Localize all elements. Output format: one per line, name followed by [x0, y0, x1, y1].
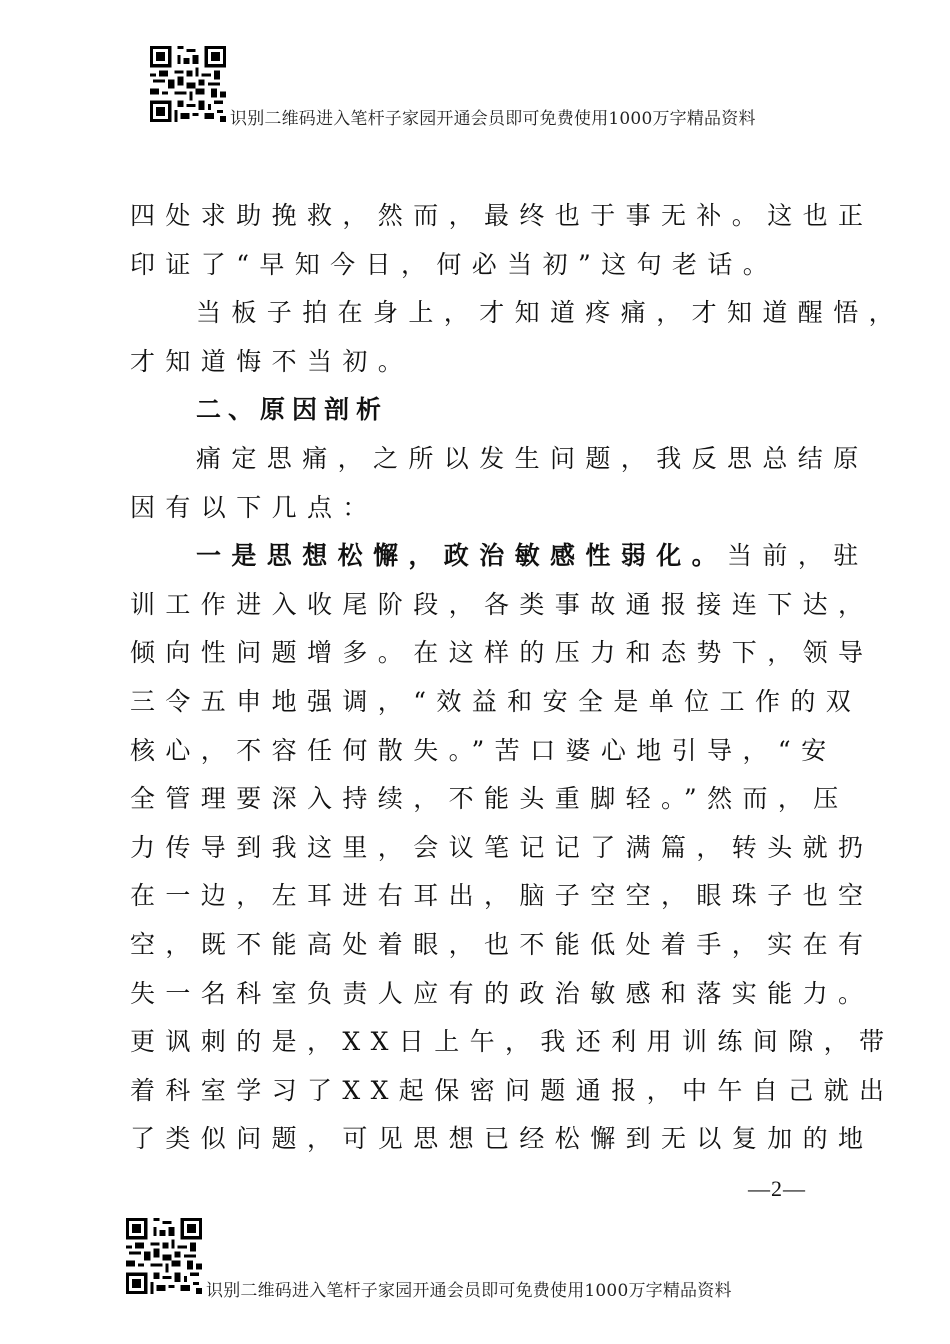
- promo-banner-text: 识别二维码进入笔杆子家园开通会员即可免费使用1000万字精品资料: [230, 109, 756, 129]
- bottom-banner: [126, 1218, 826, 1302]
- text-line: 在一边，左耳进右耳出，脑子空空，眼珠子也空: [130, 881, 874, 911]
- promo-banner-text: 识别二维码进入笔杆子家园开通会员即可免费使用1000万字精品资料: [206, 1281, 732, 1301]
- text-line: 训工作进入收尾阶段，各类事故通报接连下达，: [130, 589, 874, 619]
- section-heading: 二、原因剖析: [196, 395, 389, 425]
- text-line: 四处求助挽救，然而，最终也于事无补。这也正: [130, 201, 874, 230]
- qr-code-icon[interactable]: [126, 1218, 202, 1294]
- text-line: 全管理要深入持续，不能头重脚轻。”然而，压: [130, 784, 849, 814]
- qr-code-icon[interactable]: [150, 46, 226, 122]
- paragraph-first-line: 当板子拍在身上，才知道疼痛，才知道醒悟，: [196, 298, 905, 328]
- text-line: 更讽刺的是，XX日上午，我还利用训练间隙，带: [130, 1027, 895, 1057]
- text-line: 才知道悔不当初。: [130, 346, 414, 376]
- text-line: 了类似问题，可见思想已经松懈到无以复加的地: [130, 1124, 874, 1154]
- text-line: 空，既不能高处着眼，也不能低处着手，实在有: [130, 929, 874, 959]
- text-line: 着科室学习了XX起保密问题通报，中午自己就出: [130, 1075, 895, 1105]
- paragraph-first-line: 痛定思痛，之所以发生问题，我反思总结原: [196, 443, 869, 473]
- paragraph-first-line: [130, 532, 869, 581]
- text-line: 失一名科室负责人应有的政治敏感和落实能力。: [130, 978, 874, 1008]
- text-line: 三令五申地强调，“效益和安全是单位工作的双: [130, 686, 862, 716]
- top-banner: [150, 46, 850, 130]
- text-run: 当前，驻: [727, 541, 869, 571]
- text-line: 倾向性问题增多。在这样的压力和态势下，领导: [130, 638, 874, 668]
- text-line: 核心，不容任何散失。”苦口婆心地引导，“安: [130, 735, 837, 765]
- text-line: 力传导到我这里，会议笔记记了满篇，转头就扔: [130, 832, 874, 862]
- bold-lead-text: 一是思想松懈，政治敏感性弱化。: [196, 541, 728, 571]
- document-body: [130, 192, 905, 1164]
- text-line: 印证了“早知今日，何必当初”这句老话。: [130, 249, 779, 279]
- text-line: 因有以下几点：: [130, 492, 378, 522]
- page-number: —2—: [748, 1176, 806, 1201]
